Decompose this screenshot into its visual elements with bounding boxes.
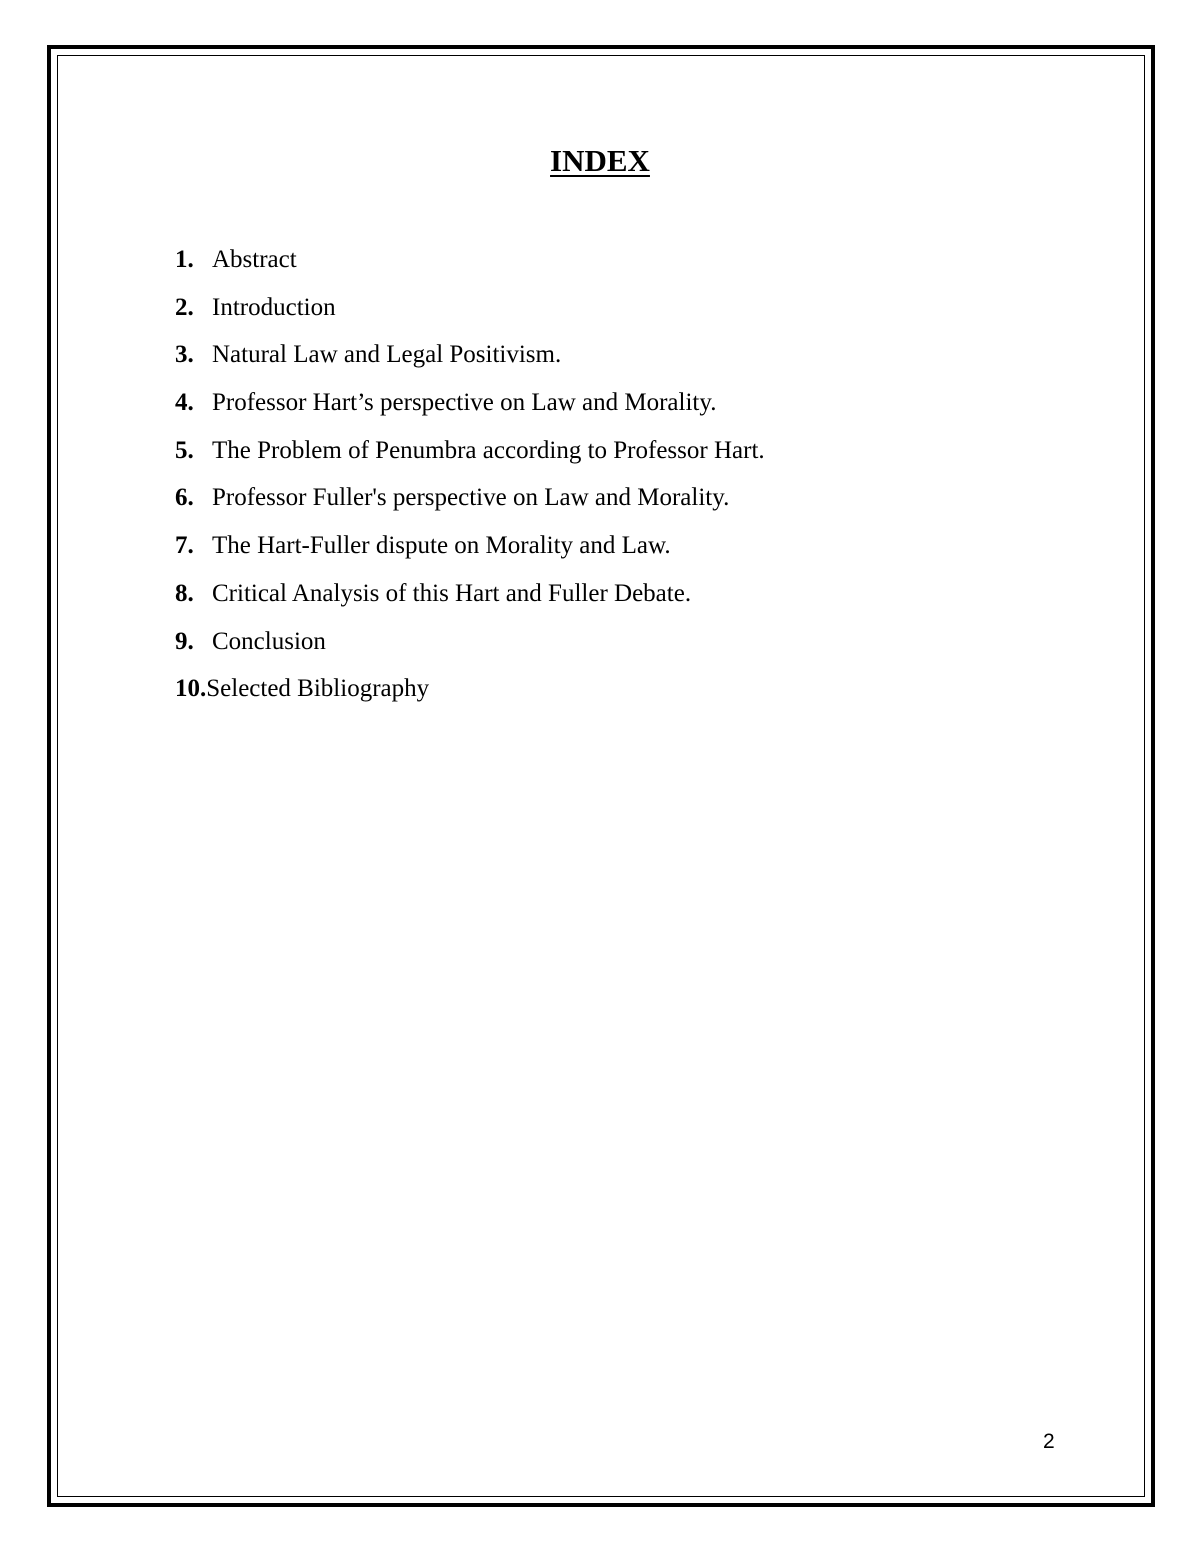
page-title: INDEX — [550, 143, 650, 178]
item-number: 7. — [175, 532, 194, 560]
list-item — [175, 384, 765, 432]
list-item — [175, 289, 765, 337]
item-number: 8. — [175, 579, 194, 607]
list-item — [175, 336, 765, 384]
item-label: Selected Bibliography — [206, 675, 430, 703]
list-item — [175, 670, 765, 718]
item-label: Professor Fuller's perspective on Law and Morality. — [212, 484, 730, 512]
list-item — [175, 575, 765, 623]
item-label: Professor Hart’s perspective on Law and Morality. — [212, 389, 717, 417]
item-label: The Hart-Fuller dispute on Morality and Law. — [212, 532, 671, 560]
item-label: The Problem of Penumbra according to Professor Hart. — [212, 436, 765, 464]
item-label: Introduction — [212, 293, 336, 321]
item-label: Conclusion — [212, 627, 326, 655]
list-item — [175, 241, 765, 289]
list-item — [175, 479, 765, 527]
item-label: Natural Law and Legal Positivism. — [212, 341, 562, 369]
index-list — [175, 241, 765, 718]
item-number: 2. — [175, 293, 194, 321]
item-number: 10. — [175, 675, 207, 703]
item-label: Critical Analysis of this Hart and Fuller Debate. — [212, 579, 692, 607]
item-number: 3. — [175, 341, 194, 369]
item-number: 6. — [175, 484, 194, 512]
item-number: 5. — [175, 436, 194, 464]
item-number: 9. — [175, 627, 194, 655]
list-item — [175, 432, 765, 480]
item-label: Abstract — [212, 246, 297, 273]
list-item — [175, 527, 765, 575]
item-number: 4. — [175, 389, 194, 417]
page-number: 2 — [1043, 1430, 1055, 1453]
list-item — [175, 623, 765, 671]
item-number: 1. — [175, 246, 194, 273]
